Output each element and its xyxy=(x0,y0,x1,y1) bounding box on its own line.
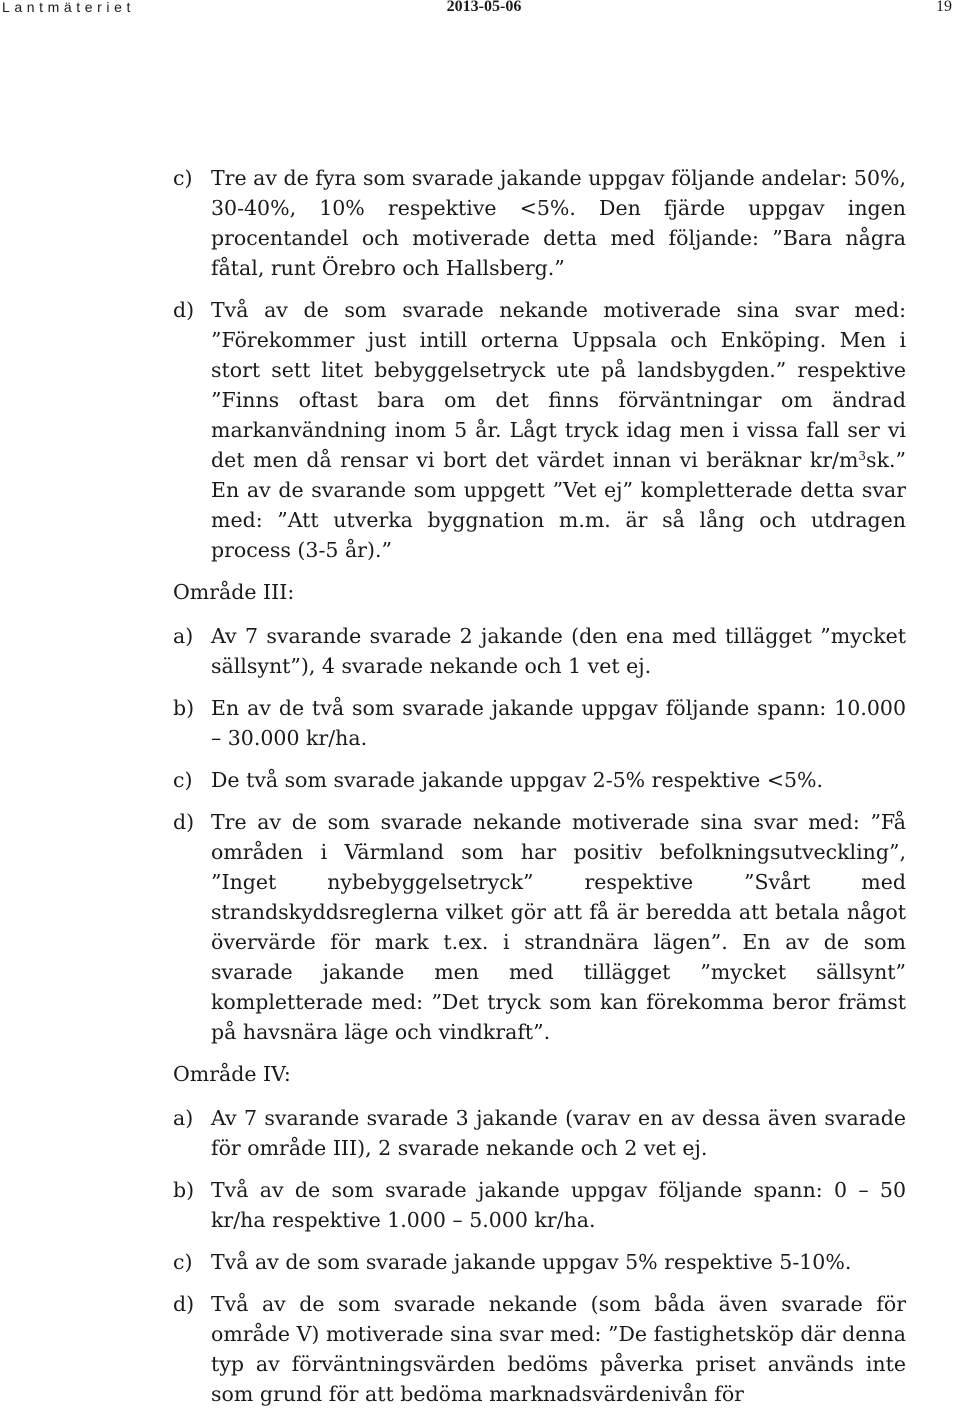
item-text: Två av de som svarade nekande (som båda även svarade för område V) motiverade sina svar med: ”De fastighetsköp där denna typ av förväntningsvärden bedöms påverka priset används inte som grund för att bedöma marknadsvärdenivån för xyxy=(211,1292,906,1406)
item-label: b) xyxy=(173,696,195,720)
section-heading-area-3: Område III: xyxy=(173,580,295,604)
item-label: c) xyxy=(173,768,193,792)
item-text: Två av de som svarade jakande uppgav 5% respektive 5-10%. xyxy=(211,1250,852,1274)
item-text: Två av de som svarade jakande uppgav följande spann: 0 – 50 kr/ha respektive 1.000 – 5.000 kr/ha. xyxy=(211,1178,906,1232)
list-item xyxy=(173,1247,906,1277)
item-text: Tre av de som svarade nekande motiverade sina svar med: ”Få områden i Värmland som har positiv befolkningsutveckling”, ”Inget nybebyggelsetryck” respektive ”Svårt med strandskyddsreglerna vilket gör att få är beredda att betala något övervärde för mark t.ex. i strandnära lägen”. En av de som svarade jakande men med tillägget ”mycket sällsynt” kompletterade med: ”Det tryck som kan förekomma beror främst på havsnära läge och vindkraft”. xyxy=(211,810,906,1044)
page-header xyxy=(0,0,960,24)
item-text-part: sk.” En av de svarande som uppgett ”Vet ej” kompletterade detta svar med: ”Att utverka byggnation m.m. är så lång och utdragen process (3-5 år).” xyxy=(211,448,906,562)
list-item xyxy=(173,1289,906,1409)
item-label: c) xyxy=(173,1250,193,1274)
list-item xyxy=(173,295,906,565)
item-text: Av 7 svarande svarade 3 jakande (varav en av dessa även svarade för område III), 2 svarade nekande och 2 vet ej. xyxy=(211,1106,906,1160)
superscript: 3 xyxy=(858,449,867,463)
page-number: 19 xyxy=(936,0,952,15)
item-label: a) xyxy=(173,624,194,648)
item-label: d) xyxy=(173,298,195,322)
area-3-list xyxy=(173,621,906,1047)
section-heading-area-4: Område IV: xyxy=(173,1062,291,1086)
item-label: c) xyxy=(173,166,193,190)
area-4-list xyxy=(173,1103,906,1409)
list-item xyxy=(173,621,906,681)
list-item xyxy=(173,807,906,1047)
item-text xyxy=(211,295,906,565)
document-date: 2013-05-06 xyxy=(446,0,522,15)
item-label: d) xyxy=(173,1292,195,1316)
list-item xyxy=(173,693,906,753)
item-label: a) xyxy=(173,1106,194,1130)
list-item xyxy=(173,163,906,283)
item-label: b) xyxy=(173,1178,195,1202)
item-text-part: Två av de som svarade nekande motiverade sina svar med: ”Förekommer just intill orterna Uppsala och Enköping. Men i stort sett litet bebyggelsetryck ute på landsbygden.” respektive ”Finns oftast bara om det finns förväntningar om ändrad markanvändning inom 5 år. Lågt tryck idag men i vissa fall ser vi det men då rensar vi bort det värdet innan vi beräknar kr/m xyxy=(211,298,906,472)
item-text: Av 7 svarande svarade 2 jakande (den ena med tillägget ”mycket sällsynt”), 4 svarade nekande och 1 vet ej. xyxy=(211,624,906,678)
document-body xyxy=(173,163,906,1409)
organization-name: Lantmäteriet xyxy=(2,0,136,15)
item-text: De två som svarade jakande uppgav 2-5% respektive <5%. xyxy=(211,768,824,792)
item-label: d) xyxy=(173,810,195,834)
item-text: En av de två som svarade jakande uppgav följande spann: 10.000 – 30.000 kr/ha. xyxy=(211,696,906,750)
item-text: Tre av de fyra som svarade jakande uppgav följande andelar: 50%, 30-40%, 10% respektive <5%. Den fjärde uppgav ingen procentandel och motiverade detta med följande: ”Bara några fåtal, runt Örebro och Hallsberg.” xyxy=(211,166,906,280)
list-item xyxy=(173,1103,906,1163)
list-item xyxy=(173,765,906,795)
list-item xyxy=(173,1175,906,1235)
